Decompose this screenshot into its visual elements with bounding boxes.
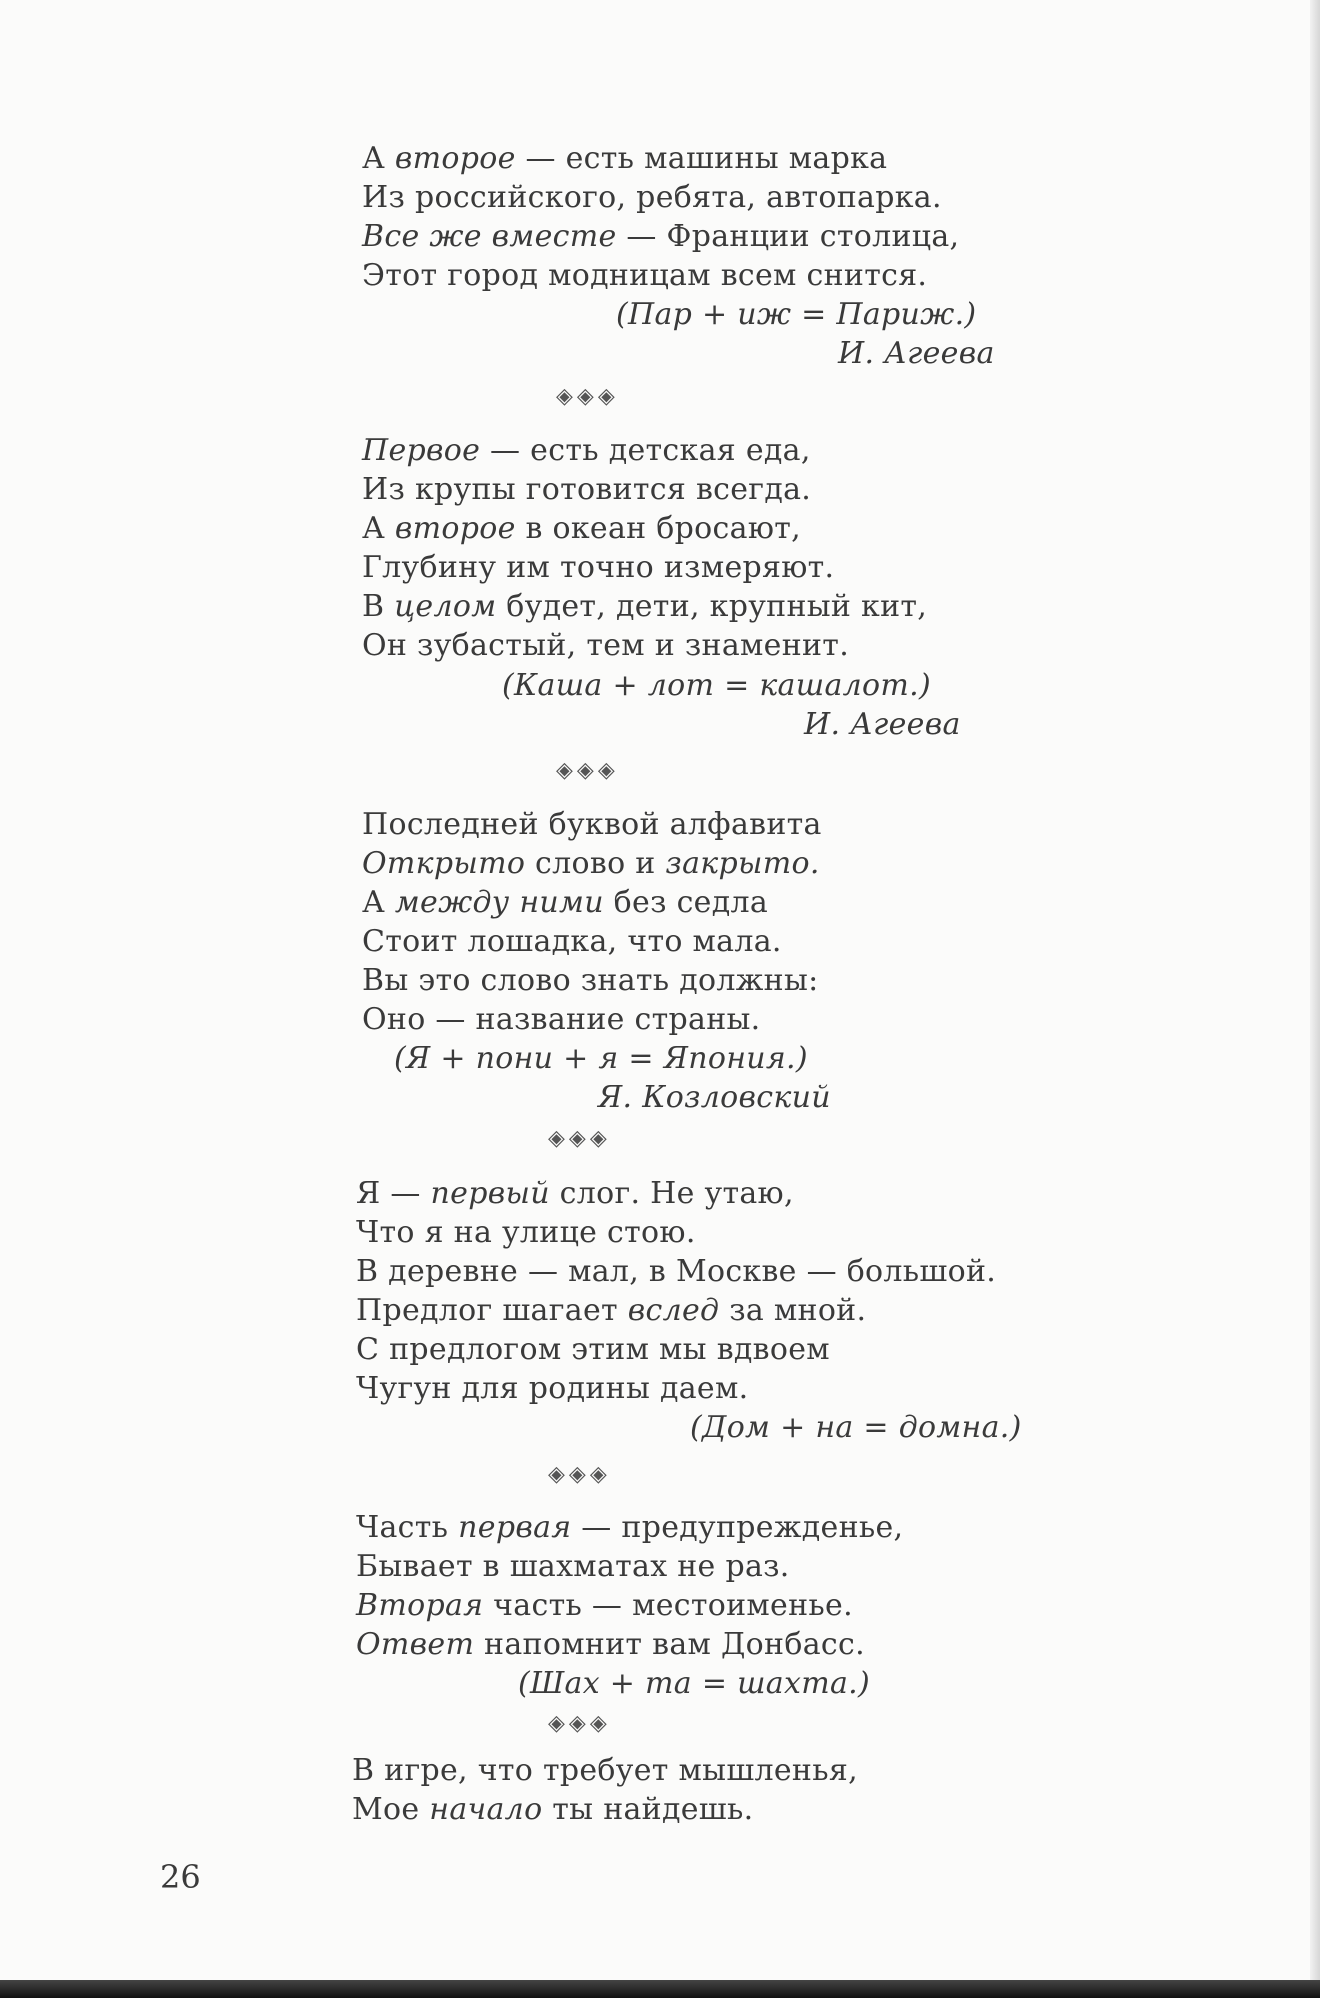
riddle-author: И. Агеева [804,707,961,742]
scan-bottom-edge [0,1980,1320,1998]
verse-line: С предлогом этим мы вдвоем [356,1332,830,1367]
verse-line: Первое — есть детская еда, [362,433,811,468]
verse-line: Бывает в шахматах не раз. [356,1549,790,1584]
verse-line: А второе — есть машины марка [362,141,888,176]
section-divider: ◈◈◈ [556,384,619,409]
section-divider: ◈◈◈ [548,1462,611,1487]
verse-line: Вы это слово знать должны: [362,963,819,998]
riddle-answer: (Каша + лот = кашалот.) [502,668,931,703]
verse-line: Что я на улице стою. [356,1215,696,1250]
riddle-answer: (Пар + иж = Париж.) [616,297,977,332]
verse-line: Часть первая — предупрежденье, [356,1510,904,1545]
riddle-answer: (Я + пони + я = Япония.) [394,1041,808,1076]
verse-line: Этот город модницам всем снится. [362,258,928,293]
verse-line: В деревне — мал, в Москве — большой. [356,1254,997,1289]
verse-line: Оно — название страны. [362,1002,761,1037]
riddle-author: И. Агеева [838,336,995,371]
verse-line: Ответ напомнит вам Донбасс. [356,1627,865,1662]
section-divider: ◈◈◈ [548,1126,611,1151]
section-divider: ◈◈◈ [548,1711,611,1736]
page-edge [1310,0,1320,1998]
section-divider: ◈◈◈ [556,758,619,783]
verse-line: Стоит лошадка, что мала. [362,924,782,959]
verse-line: Все же вместе — Франции столица, [362,219,960,254]
verse-line: В игре, что требует мышленья, [352,1753,858,1788]
verse-line: Предлог шагает вслед за мной. [356,1293,867,1328]
verse-line: А второе в океан бросают, [362,511,801,546]
riddle-answer: (Дом + на = домна.) [690,1410,1022,1445]
verse-line: Мое начало ты найдешь. [352,1792,754,1827]
verse-line: Чугун для родины даем. [356,1371,749,1406]
verse-line: В целом будет, дети, крупный кит, [362,589,928,624]
verse-line: Глубину им точно измеряют. [362,550,835,585]
verse-line: Открыто слово и закрыто. [362,846,820,881]
verse-line: Из крупы готовится всегда. [362,472,812,507]
verse-line: Вторая часть — местоименье. [356,1588,853,1623]
verse-line: Последней буквой алфавита [362,807,822,842]
verse-line: Я — первый слог. Не утаю, [356,1176,794,1211]
riddle-author: Я. Козловский [598,1080,831,1115]
page-number: 26 [160,1858,201,1896]
riddle-answer: (Шах + та = шахта.) [518,1666,870,1701]
verse-line: А между ними без седла [362,885,769,920]
verse-line: Он зубастый, тем и знаменит. [362,628,850,663]
verse-line: Из российского, ребята, автопарка. [362,180,942,215]
